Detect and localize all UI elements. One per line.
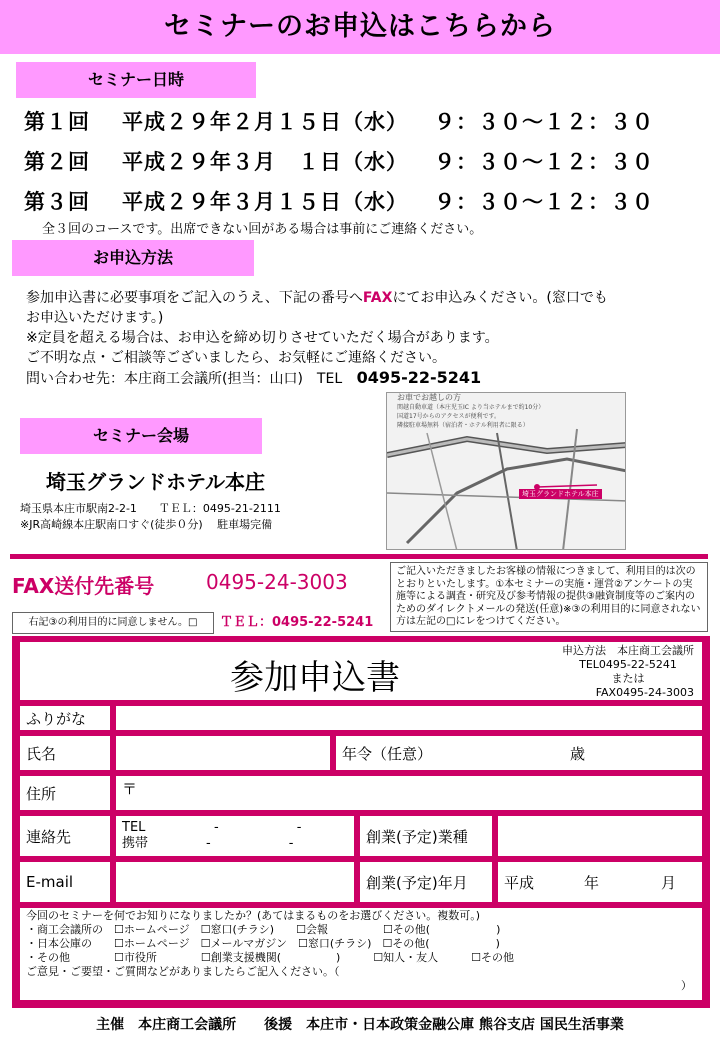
apply-fax-keyword: FAX	[362, 290, 393, 306]
email-label: E-mail	[20, 862, 110, 902]
footer-organizers: 主催 本庄商工会議所 後援 本庄市・日本政策金融公庫 熊谷支店 国民生活事業	[96, 1017, 624, 1033]
address-input[interactable]	[116, 776, 702, 810]
tel-dashes: - -	[214, 820, 302, 835]
age-field[interactable]	[336, 736, 702, 770]
apply-contact-tel: 0495-22-5241	[356, 368, 482, 387]
schedule-note: 全３回のコースです。出席できない回がある場合は事前にご連絡ください。	[42, 222, 483, 237]
venue-label: セミナー会場	[20, 418, 262, 454]
tel-label: TEL	[122, 820, 146, 835]
session-1-date: 平成２９年２月１５日（水）	[122, 110, 408, 134]
apply-contact	[26, 368, 481, 389]
apply-contact-label: 問い合わせ先：本庄商工会議所(担当：山口) TEL	[26, 371, 343, 387]
mobile-label: 携帯	[122, 836, 149, 851]
form-title-row	[20, 642, 702, 700]
privacy-consent-note: ご記入いただきましたお客様の情報につきまして、利用目的は次のとおりといたします。①本セミナーの実施・運営②アンケートの実施等による調査・研究及び参考情報の提供③融資制度等のご案内のためのダイレクトメールの発送(任意)※③の利用目的に同意されない方は左記の□にレをつけてください。	[390, 562, 708, 632]
furigana-label: ふりがな	[20, 706, 110, 730]
session-2-num: 第２回	[24, 150, 90, 174]
industry-label: 創業(予定)業種	[360, 816, 492, 856]
apply-line-1-pre: 参加申込書に必要事項をご記入のうえ、下記の番号へ	[26, 290, 363, 306]
apply-line-1	[26, 288, 608, 308]
founding-label: 創業(予定)年月	[360, 862, 492, 902]
comment-prompt[interactable]: ご意見・ご要望・ご質問などがありましたらご記入ください。（	[26, 965, 340, 978]
session-1	[24, 106, 654, 136]
contact-label: 連絡先	[20, 816, 110, 856]
venue-map	[386, 392, 626, 550]
founding-era: 平成	[504, 873, 535, 892]
mobile-line	[122, 836, 354, 852]
mobile-dashes: - -	[206, 836, 294, 851]
session-1-time: ９：３０～１２：３０	[434, 110, 654, 134]
contact-input[interactable]	[116, 816, 354, 856]
industry-input[interactable]	[498, 816, 702, 856]
session-2-date: 平成２９年３月 １日（水）	[122, 150, 408, 174]
fax-number-box	[10, 562, 388, 608]
schedule-label: セミナー日時	[16, 62, 256, 98]
map-note-3: 隣接駐車場無料（宿泊者・ホテル利用者に限る）	[397, 422, 529, 429]
section-divider	[10, 554, 708, 559]
session-2-time: ９：３０～１２：３０	[434, 150, 654, 174]
apply-line-2: お申込いただけます。)	[26, 310, 164, 326]
application-form	[12, 636, 710, 1008]
name-input[interactable]	[116, 736, 330, 770]
survey-row-jfc[interactable]: ・日本公庫の ☐ホームページ ☐メールマガジン ☐窓口(チラシ) ☐その他( )	[26, 937, 500, 950]
venue-name: 埼玉グランドホテル本庄	[46, 470, 265, 494]
form-method	[562, 644, 694, 700]
apply-line-3: ※定員を超える場合は、お申込を締め切りさせていただく場合があります。	[26, 330, 499, 346]
fax-label: FAX送付先番号	[12, 574, 155, 598]
age-unit: 歳	[570, 744, 586, 763]
form-method-tel: TEL0495-22-5241	[579, 658, 677, 671]
form-method-fax: FAX0495-24-3003	[595, 686, 694, 699]
apply-label: お申込方法	[12, 240, 254, 276]
survey-area	[20, 908, 702, 1000]
name-label: 氏名	[20, 736, 110, 770]
map-roads	[387, 393, 626, 550]
page-title-banner: セミナーのお申込はこちらから	[0, 0, 720, 54]
form-method-label: 申込方法 本庄商工会議所	[562, 644, 694, 657]
email-input[interactable]	[116, 862, 354, 902]
session-1-num: 第１回	[24, 110, 90, 134]
session-3-num: 第３回	[24, 190, 90, 214]
tel-line	[122, 820, 354, 836]
founding-input[interactable]	[498, 862, 702, 902]
postal-mark: 〒	[122, 780, 138, 798]
apply-line-1-post: にてお申込みください。(窓口でも	[392, 290, 608, 306]
age-label: 年令（任意）	[342, 744, 433, 763]
furigana-input[interactable]	[116, 706, 702, 730]
address-label: 住所	[20, 776, 110, 810]
founding-year: 年	[584, 873, 600, 892]
fax-number: 0495-24-3003	[206, 570, 348, 594]
privacy-disagree-checkbox[interactable]: 右記③の利用目的に同意しません。□	[12, 612, 214, 634]
map-hotel-label: 埼玉グランドホテル本庄	[519, 489, 602, 499]
form-method-or: または	[611, 672, 645, 685]
map-note-2: 国道17号からのアクセスが便利です。	[397, 413, 500, 420]
form-title: 参加申込書	[230, 658, 400, 698]
session-2	[24, 146, 654, 176]
venue-address: 埼玉県本庄市駅南2-2-1 ＴＥＬ：0495-21-2111	[20, 502, 281, 515]
venue-access: ※JR高崎線本庄駅南口すぐ(徒歩０分) 駐車場完備	[20, 518, 273, 531]
survey-row-other[interactable]: ・その他 ☐市役所 ☐創業支援機関( ) ☐知人・友人 ☐その他	[26, 951, 515, 964]
map-heading: お車でお越しの方	[397, 393, 461, 402]
fax-contact-tel: ＴＥＬ：0495-22-5241	[220, 615, 374, 630]
session-3	[24, 186, 654, 216]
founding-month: 月	[661, 873, 677, 892]
survey-row-chamber[interactable]: ・商工会議所の ☐ホームページ ☐窓口(チラシ) ☐会報 ☐その他( )	[26, 923, 501, 936]
comment-close: ）	[681, 979, 692, 992]
survey-question: 今回のセミナーを何でお知りになりましたか？(あてはまるものをお選びください。複数可。)	[26, 909, 481, 922]
session-3-date: 平成２９年３月１５日（水）	[122, 190, 408, 214]
apply-line-4: ご不明な点・ご相談等ございましたら、お気軽にご連絡ください。	[26, 350, 446, 366]
map-note-1: 関越自動車道（本庄児玉IC より当ホテルまで約10分）	[397, 404, 545, 411]
session-3-time: ９：３０～１２：３０	[434, 190, 654, 214]
